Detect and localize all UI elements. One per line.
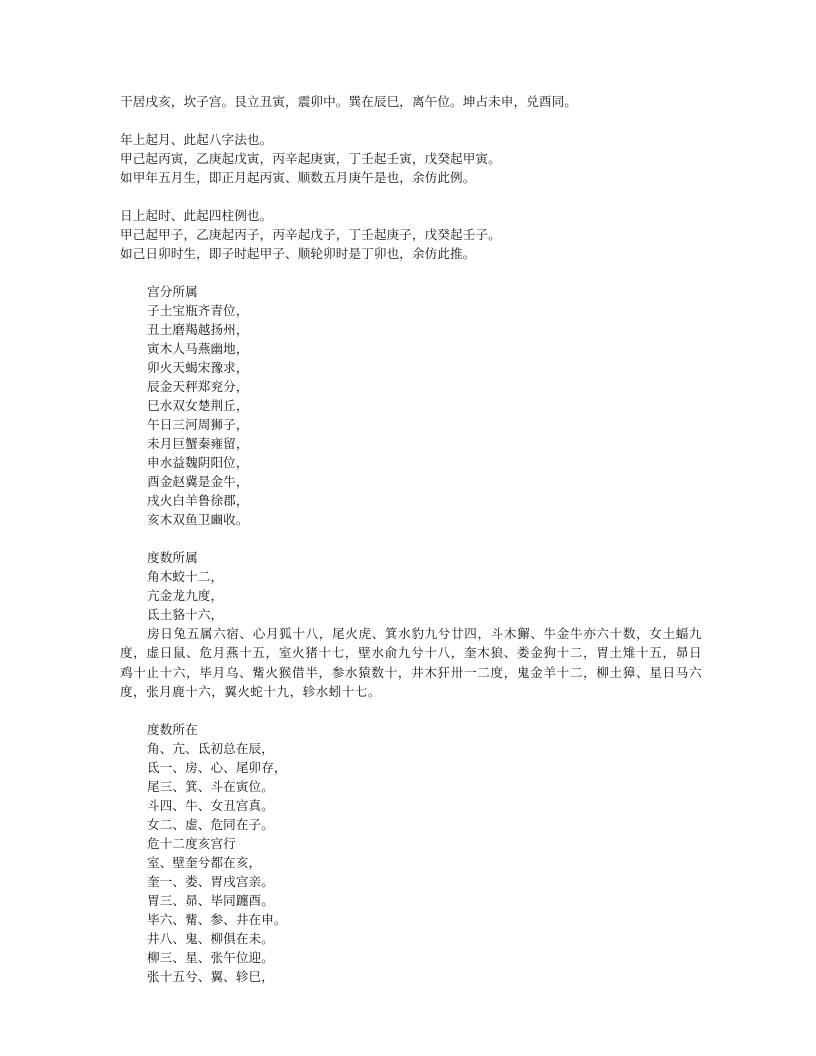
month-example: 如甲年五月生，即正月起丙寅、顺数五月庚午是也，余仿此例。 [120,170,476,185]
location-line: 井八、鬼、柳俱在未。 [147,931,274,947]
blank-line [120,263,710,282]
location-line: 奎一、娄、胃戌宫亲。 [147,874,274,890]
palace-item: 丑土磨羯越扬州， [147,322,249,337]
month-rule: 甲己起丙寅，乙庚起戊寅，丙辛起庚寅，丁壬起壬寅，戊癸起甲寅。 [120,151,501,166]
palace-item: 亥木双鱼卫豳收。 [147,512,249,527]
degree-item: 氐土貉十六， [147,607,224,622]
palace-item: 申水益魏阴阳位， [147,455,249,470]
blank-line [120,529,710,548]
palace-item: 卯火天蝎宋豫求， [147,360,249,375]
location-section-heading: 度数所在 [147,722,198,738]
palace-item: 戌火白羊鲁徐郡， [147,493,249,508]
degree-item: 角木蛟十二， [147,569,224,584]
month-section-heading: 年上起月、此起八字法也。 [120,132,273,147]
blank-line [120,111,710,130]
location-line: 胃三、昴、毕同躔酉。 [147,893,274,909]
location-line: 张十五兮、翼、轸巳， [147,969,274,985]
degree-section-heading: 度数所属 [147,550,198,565]
hour-section-heading: 日上起时、此起四柱例也。 [120,208,273,223]
intro-line: 干居戌亥，坎子宫。艮立丑寅，震卯中。巽在辰巳，离午位。坤占未申，兑酉同。 [120,94,577,109]
location-line: 柳三、星、张午位迎。 [147,950,274,966]
palace-item: 未月巨蟹秦雍留， [147,436,249,451]
hour-rule: 甲己起甲子，乙庚起丙子，丙辛起戊子，丁壬起庚子，戊癸起壬子。 [120,227,501,242]
hour-example: 如己日卯时生，即子时起甲子、顺轮卯时是丁卯也，余仿此推。 [120,246,476,261]
location-lines [120,739,710,986]
location-line: 毕六、觜、参、井在申。 [147,912,287,928]
location-line: 尾三、箕、斗在寅位。 [147,779,274,795]
location-line: 斗四、牛、女丑宫真。 [147,798,274,814]
palace-section-heading: 宫分所属 [147,284,198,299]
blank-line [120,701,710,720]
palace-item: 酉金赵冀是金牛， [147,474,249,489]
location-line: 氐一、房、心、尾卯存， [147,760,287,776]
palace-item: 午日三河周狮子， [147,417,249,432]
degree-paragraph: 房日兔五属六宿、心月狐十八，尾火虎、箕水豹九兮廿四，斗木獬、牛金牛亦六十数，女土蝠九度，虚日鼠、危月燕十五，室火猪十七，壁水俞九兮十八，奎木狼、娄金狗十二，胃土雉十五，昴日鸡十止十六，毕月乌、觜火猴借半，参水猿数十，井木犴卅一二度，鬼金羊十二，柳土獐、星日马六度，张月鹿十六，翼火蛇十九，轸水蚓十七。 [120,626,702,699]
palace-item: 巳水双女楚荆丘， [147,398,249,413]
palace-item: 子土宝瓶齐青位， [147,303,249,318]
palace-item: 辰金天秤郑兖分， [147,379,249,394]
location-line: 室、壁奎兮都在亥， [147,855,262,871]
location-line: 角、亢、氐初总在辰， [147,741,274,757]
location-line: 女二、虚、危同在子。 [147,817,274,833]
degree-item: 亢金龙九度， [147,588,224,603]
blank-line [120,187,710,206]
location-line: 危十二度亥宫行 [147,836,236,852]
palace-item: 寅木人马燕幽地， [147,341,249,356]
document-body [120,92,710,986]
